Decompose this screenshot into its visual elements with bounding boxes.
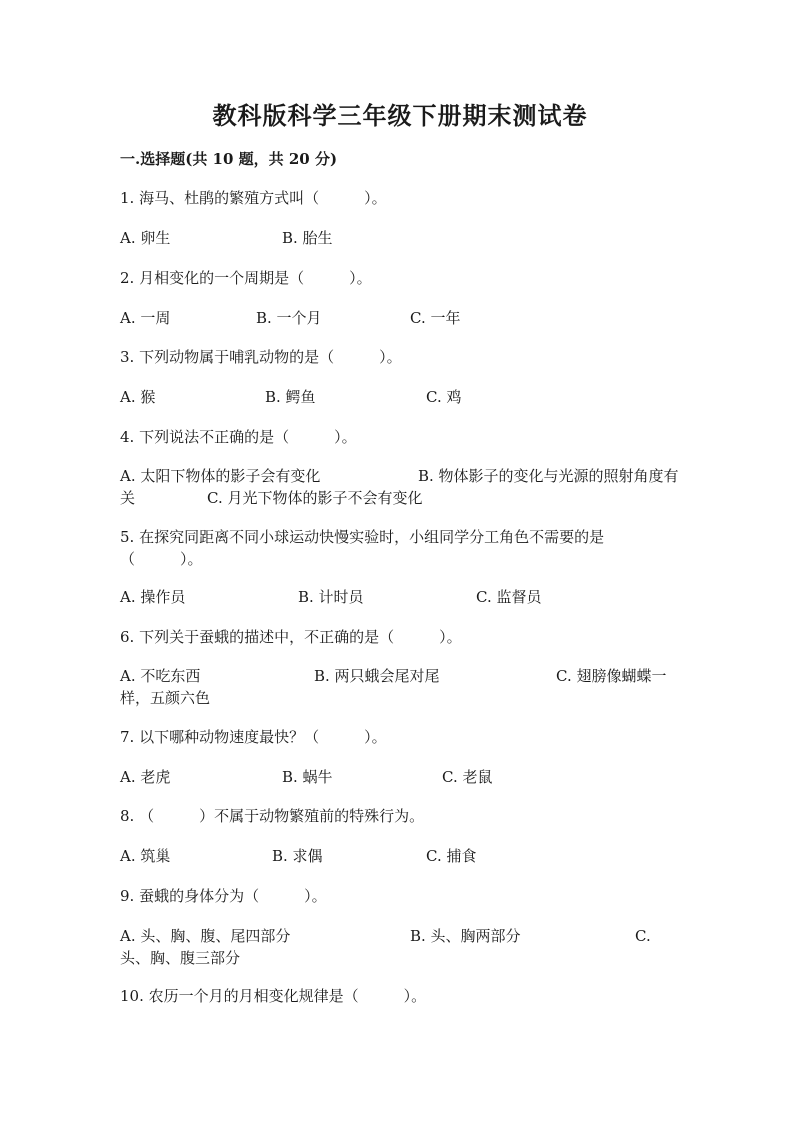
option: B. 物体影子的变化与光源的照射角度有关 [120,467,679,507]
options-row [120,307,680,329]
options-row [120,586,680,608]
page-title: 教科版科学三年级下册期末测试卷 [212,101,588,130]
option: B. 一个月 [256,309,322,327]
options-row [120,665,680,709]
question-stem: 5. 在探究同距离不同小球运动快慢实验时，小组同学分工角色不需要的是（ ）。 [120,528,605,568]
option: B. 胎生 [282,229,333,247]
option: B. 两只蛾会尾对尾 [314,667,440,685]
option: B. 计时员 [298,588,364,606]
option: A. 猴 [120,388,156,406]
options-row [120,465,680,509]
option: A. 筑巢 [120,847,171,865]
options-row [120,925,680,969]
question-stem: 6. 下列关于蚕蛾的描述中，不正确的是（ ）。 [120,628,462,646]
question-stem: 8. （ ）不属于动物繁殖前的特殊行为。 [120,807,425,825]
option: A. 太阳下物体的影子会有变化 [120,467,321,485]
option: C. 头、胸、腹三部分 [120,927,651,967]
question-stem: 3. 下列动物属于哺乳动物的是（ ）。 [120,348,402,366]
question-stem: 4. 下列说法不正确的是（ ）。 [120,428,357,446]
option: B. 求偶 [272,847,323,865]
option: C. 鸡 [426,388,462,406]
option: C. 翅膀像蝴蝶一样，五颜六色 [120,667,667,707]
options-row [120,845,680,867]
question-stem: 1. 海马、杜鹃的繁殖方式叫（ ）。 [120,189,387,207]
option: C. 监督员 [476,588,542,606]
section-title: 一.选择题(共 10 题，共 20 分) [120,150,338,168]
options-row [120,227,680,249]
option: C. 捕食 [426,847,477,865]
question-stem: 9. 蚕蛾的身体分为（ ）。 [120,887,327,905]
option: C. 一年 [410,309,461,327]
question-stem: 7. 以下哪种动物速度最快？（ ）。 [120,728,387,746]
option: A. 老虎 [120,768,171,786]
option: B. 蜗牛 [282,768,333,786]
option: B. 头、胸两部分 [410,927,521,945]
option: B. 鳄鱼 [265,388,316,406]
option: A. 卵生 [120,229,171,247]
option: A. 操作员 [120,588,186,606]
option: C. 月光下物体的影子不会有变化 [207,489,423,507]
option: A. 不吃东西 [120,667,201,685]
question-stem: 10. 农历一个月的月相变化规律是（ ）。 [120,987,427,1005]
options-row [120,386,680,408]
option: C. 老鼠 [442,768,493,786]
option: A. 一周 [120,309,171,327]
options-row [120,766,680,788]
question-stem: 2. 月相变化的一个周期是（ ）。 [120,269,372,287]
option: A. 头、胸、腹、尾四部分 [120,927,291,945]
